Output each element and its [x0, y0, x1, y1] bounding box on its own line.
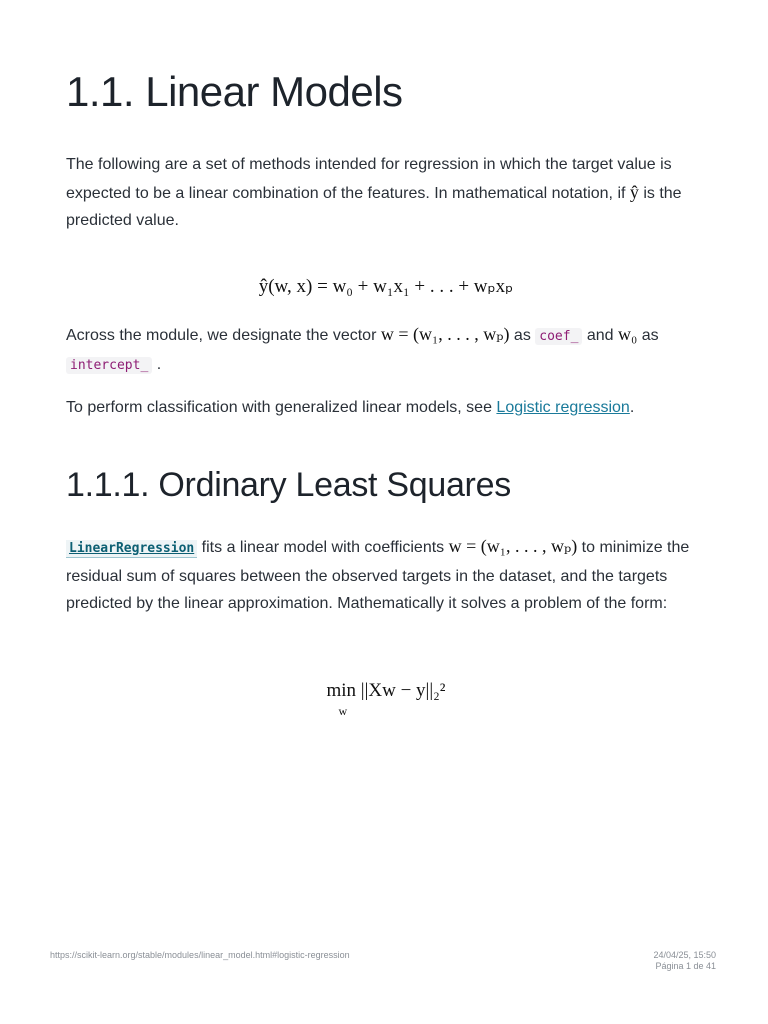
page-title: 1.1. Linear Models [66, 68, 403, 115]
intro-paragraph [66, 151, 706, 235]
min-operator [326, 680, 357, 718]
linear-model-equation: ŷ(w, x) = w₀ + w₁x₁ + . . . + wₚxₚ [258, 276, 514, 297]
ols-vector-math: w = (w₁, . . . , wₚ) [448, 536, 578, 556]
intercept-code: intercept_ [66, 357, 152, 374]
footer-meta [653, 950, 716, 972]
designate-text-e: . [152, 355, 162, 373]
designate-paragraph [66, 321, 706, 379]
footer-url: https://scikit-learn.org/stable/modules/linear_model.html#logistic-regression [50, 950, 350, 960]
designate-text-b: as [509, 327, 536, 344]
intro-text-a: The following are a set of methods intended for regression in which the target value is expected to be a linear combination of the features. In mathematical notation, if [66, 156, 672, 202]
w0-math: w₀ [618, 324, 638, 344]
linear-regression-link[interactable]: LinearRegression [66, 540, 197, 558]
least-squares-body: ||Xw − y||₂² [360, 680, 446, 701]
coef-code: coef_ [535, 328, 582, 345]
designate-text-a: Across the module, we designate the vector [66, 327, 381, 344]
min-subscript: w [338, 704, 348, 718]
footer-page-number: Página 1 de 41 [655, 961, 716, 971]
coef-vector-math: w = (w₁, . . . , wₚ) [380, 324, 510, 344]
ols-text-b: to minimize the residual sum of squares between the observed targets in the dataset, and the targets predicted by the linear approximation. Mathematically it solves a problem of the form: [66, 539, 690, 612]
least-squares-equation [66, 680, 706, 718]
classification-text-b: . [629, 399, 635, 416]
ols-text-a: fits a linear model with coefficients [197, 539, 449, 556]
min-label: min [326, 680, 357, 701]
logistic-regression-link[interactable]: Logistic regression [496, 399, 630, 416]
classification-text-a: To perform classification with generalized linear models, see [66, 399, 497, 416]
classification-paragraph [66, 394, 706, 422]
ols-paragraph [66, 533, 706, 618]
designate-text-c: and [582, 327, 618, 344]
designate-text-d: as [637, 327, 659, 344]
intro-text-b: is the predicted value. [66, 184, 682, 229]
footer-datetime: 24/04/25, 15:50 [653, 950, 716, 960]
yhat-symbol: ŷ [629, 181, 639, 202]
section-heading-ols: 1.1.1. Ordinary Least Squares [66, 466, 511, 504]
